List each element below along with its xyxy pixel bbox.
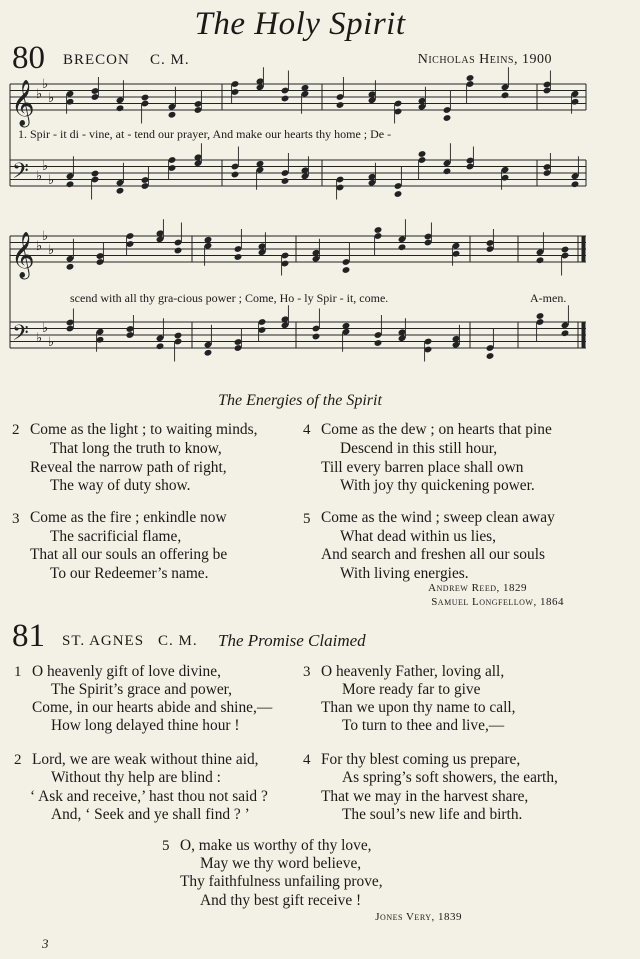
bass-clef-icon: 𝄢 <box>12 321 29 351</box>
note-head <box>312 333 321 341</box>
note-head <box>336 101 345 109</box>
verse-line: The sacrificial flame, <box>50 528 182 545</box>
verse-number: 4 <box>303 752 311 768</box>
flat-sign-icon: ♭ <box>48 335 55 350</box>
note-head <box>116 187 125 195</box>
verse-line: That we may in the harvest share, <box>321 788 529 805</box>
verse-line: To turn to thee and live,— <box>342 717 505 734</box>
section-title-energies: The Energies of the Spirit <box>218 392 382 409</box>
lyrics-line-2: scend with all thy gra-cious power ; Come, Ho - ly Spir - it, come. <box>70 291 389 305</box>
note-head <box>66 180 75 188</box>
verse-number: 1 <box>14 664 22 680</box>
hymn-number-81: 81 <box>12 618 45 654</box>
verse-number: 3 <box>303 664 311 680</box>
verse-line: Come as the light ; to waiting minds, <box>30 421 258 438</box>
verse-line: With living energies. <box>340 565 469 582</box>
verse-line: O heavenly Father, loving all, <box>321 663 505 680</box>
bass-clef-icon: 𝄢 <box>12 159 29 189</box>
verse-line: ‘ Ask and receive,’ hast thou not said ? <box>30 788 268 805</box>
verse-line: That all our souls an offering be <box>30 546 228 563</box>
note-head <box>156 342 165 350</box>
treble-clef-icon: 𝄞 <box>11 232 35 278</box>
verse-line: Till every barren place shall own <box>321 459 524 476</box>
verse-line: Come as the wind ; sweep clean away <box>321 509 555 526</box>
flat-sign-icon: ♭ <box>42 159 49 174</box>
verse-line: More ready far to give <box>342 681 481 698</box>
note-head <box>174 332 183 340</box>
verse-line: The way of duty show. <box>50 477 191 494</box>
note-head <box>374 226 383 234</box>
verse-number: 5 <box>162 838 170 854</box>
page-title: The Holy Spirit <box>194 6 406 42</box>
lyrics-line-1: 1. Spir - it di - vine, at - tend our prayer, And make our hearts thy home ; De - <box>18 127 392 141</box>
note-head <box>168 111 177 119</box>
verse-line: And search and freshen all our souls <box>321 546 545 563</box>
author-line: Andrew Reed, 1829 <box>428 582 527 594</box>
tune-name-81: ST. AGNES <box>62 633 145 649</box>
flat-sign-icon: ♭ <box>36 239 43 254</box>
verse-line: Without thy help are blind : <box>51 769 221 786</box>
verse-line: Come as the fire ; enkindle now <box>30 509 227 526</box>
verse-line: What dead within us lies, <box>340 528 497 545</box>
verse-line: O heavenly gift of love divine, <box>32 663 221 680</box>
verse-line: For thy blest coming us prepare, <box>321 751 521 768</box>
flat-sign-icon: ♭ <box>42 229 49 244</box>
flat-sign-icon: ♭ <box>36 87 43 102</box>
verse-line: O, make us worthy of thy love, <box>180 837 372 854</box>
note-head <box>466 74 475 82</box>
note-head <box>418 150 427 158</box>
composer-80: Nicholas Heins, 1900 <box>417 52 552 67</box>
verse-line: How long delayed thine hour ! <box>51 717 240 734</box>
verse-number: 4 <box>303 422 311 438</box>
meter-81: C. M. <box>158 633 198 649</box>
verse-line: May we thy word believe, <box>200 855 362 872</box>
hymn-title-81: The Promise Claimed <box>218 631 366 650</box>
flat-sign-icon: ♭ <box>36 169 43 184</box>
note-head <box>501 91 510 99</box>
verse-line: The Spirit’s grace and power, <box>51 681 233 698</box>
verse-line: With joy thy quickening power. <box>340 477 535 494</box>
verse-line: The soul’s new life and birth. <box>342 806 523 823</box>
verse-line: Descend in this still hour, <box>340 440 498 457</box>
tune-name-80: BRECON <box>63 52 130 68</box>
verse-line: And, ‘ Seek and ye shall find ? ’ <box>51 806 250 823</box>
hymn-number-80: 80 <box>12 40 45 76</box>
note-head <box>571 180 580 188</box>
note-head <box>536 312 545 320</box>
note-head <box>281 95 290 103</box>
verse-line: And thy best gift receive ! <box>200 892 362 909</box>
verse-number: 3 <box>12 511 20 527</box>
note-head <box>443 167 452 175</box>
verse-number: 2 <box>14 752 22 768</box>
note-head <box>281 177 290 185</box>
note-head <box>234 253 243 261</box>
note-head <box>561 246 570 254</box>
note-head <box>398 243 407 251</box>
note-head <box>374 339 383 347</box>
author-line: Samuel Longfellow, 1864 <box>431 596 564 608</box>
verse-line: Lord, we are weak without thine aid, <box>32 751 259 768</box>
page-number: 3 <box>42 936 49 951</box>
verse-number: 5 <box>303 511 311 527</box>
flat-sign-icon: ♭ <box>36 331 43 346</box>
treble-clef-icon: 𝄞 <box>11 80 35 126</box>
verse-line: To our Redeemer’s name. <box>50 565 209 582</box>
verse-line: Come, in our hearts abide and shine,— <box>32 699 273 716</box>
note-head <box>486 352 495 360</box>
flat-sign-icon: ♭ <box>48 243 55 258</box>
note-head <box>536 256 545 264</box>
author-line: Jones Very, 1839 <box>375 911 462 923</box>
verse-line: Come as the dew ; on hearts that pine <box>321 421 552 438</box>
amen-label: A-men. <box>530 291 567 305</box>
verse-number: 2 <box>12 422 20 438</box>
note-head <box>66 263 75 271</box>
verse-line: That long the truth to know, <box>50 440 222 457</box>
flat-sign-icon: ♭ <box>48 173 55 188</box>
note-head <box>561 329 570 337</box>
note-head <box>174 247 183 255</box>
music-score <box>0 0 640 400</box>
flat-sign-icon: ♭ <box>48 91 55 106</box>
meter-80: C. M. <box>150 52 190 68</box>
verse-line: As spring’s soft showers, the earth, <box>342 769 558 786</box>
note-head <box>204 349 213 357</box>
verse-line: Thy faithfulness unfailing prove, <box>180 873 383 890</box>
note-head <box>141 94 150 102</box>
note-head <box>91 170 100 178</box>
note-head <box>342 266 351 274</box>
flat-sign-icon: ♭ <box>42 77 49 92</box>
verse-line: Than we upon thy name to call, <box>321 699 516 716</box>
flat-sign-icon: ♭ <box>42 321 49 336</box>
note-head <box>394 190 403 198</box>
note-head <box>116 104 125 112</box>
note-head <box>231 171 240 179</box>
verse-line: Reveal the narrow path of right, <box>30 459 227 476</box>
note-head <box>443 114 452 122</box>
